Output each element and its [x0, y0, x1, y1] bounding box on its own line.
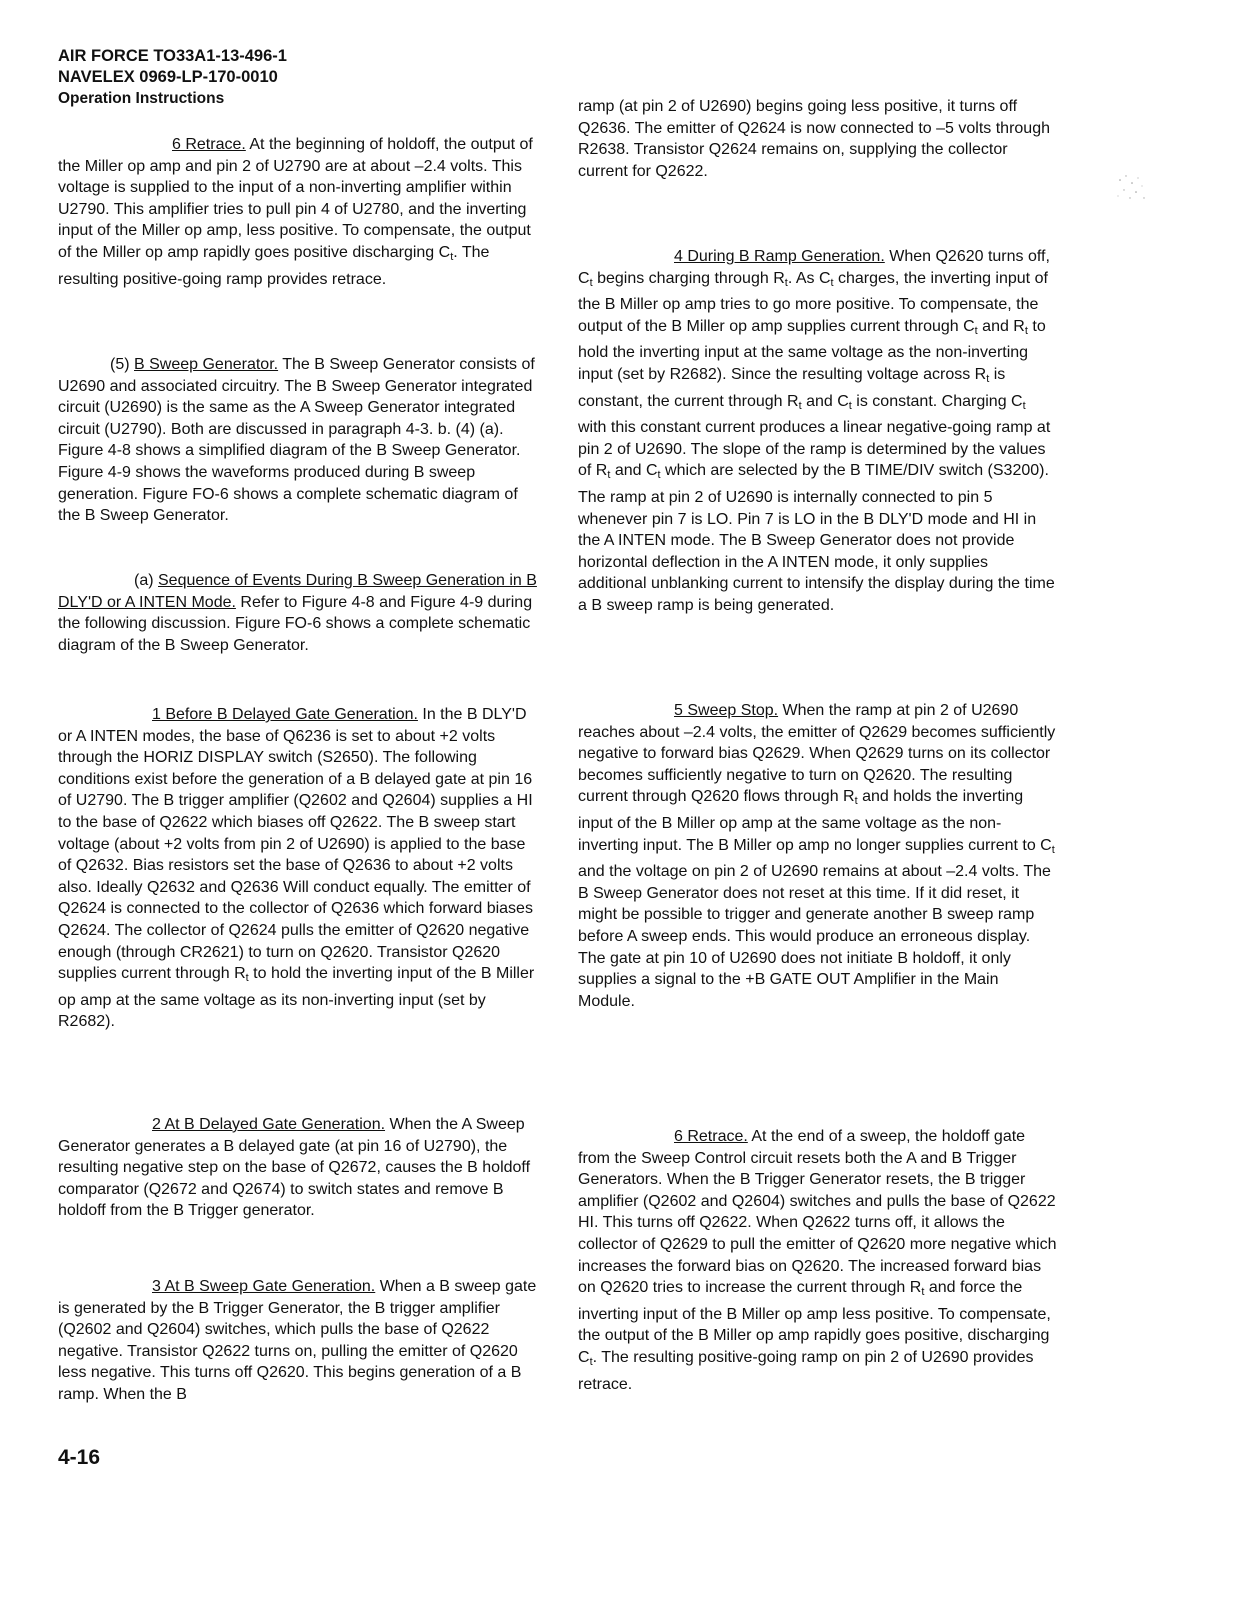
text: In the B DLY'D or A INTEN modes, the base of Q6236 is set to about +2 volts through the HORIZ DISPLAY switch (S2650). The following conditions exist before the generation of a B delayed gate at pin 16 of U2790. The B trigger amplifier (Q2602 and Q2604) supplies a HI to the base of Q2622 which biases off Q2622. The B sweep start voltage (about +2 volts from pin 2 of U2690) is applied to the base of Q2632. Bias resistors set the base of Q2636 to about +2 volts also. Ideally Q2632 and Q2636 Will conduct equally. The emitter of Q2624 is connected to the collector of Q2636 which forward biases Q2624. The collector of Q2624 pulls the emitter of Q2620 negative enough (through CR2621) to turn on Q2620. Transistor Q2620 supplies current through R	[58, 706, 533, 983]
text: with this constant current produces a linear negative-going ramp at pin 2 of U2690. The slope of the ramp is determined by the values of R	[578, 419, 1051, 480]
subscript: t	[589, 1355, 593, 1368]
text: and C	[801, 392, 849, 410]
subscript: t	[974, 324, 978, 337]
subscript: t	[830, 276, 834, 289]
heading-during-b-ramp: 4 During B Ramp Generation.	[674, 248, 885, 265]
paragraph-sequence-of-events	[58, 570, 538, 656]
subscript: t	[1024, 324, 1028, 337]
text: ramp (at pin 2 of U2690) begins going less positive, it turns off Q2636. The emitter of Q2624 is now connected to –5 volts through R2638. Transistor Q2624 remains on, supplying the collector current for Q2622.	[578, 98, 1050, 180]
heading-sweep-stop: 5 Sweep Stop.	[674, 702, 779, 719]
subscript: t	[657, 469, 661, 482]
heading-at-b-delayed-gate: 2 At B Delayed Gate Generation.	[152, 1116, 386, 1133]
subscript: t	[784, 276, 788, 289]
subscript: t	[854, 795, 858, 808]
paragraph-during-b-ramp	[578, 246, 1058, 617]
subscript: t	[798, 399, 802, 412]
text: . The resulting positive-going ramp on pin 2 of U2690 provides retrace.	[578, 1348, 1034, 1393]
paragraph-before-b-delayed-gate	[58, 704, 538, 1033]
paragraph-at-b-sweep-gate	[58, 1276, 538, 1406]
subscript: t	[1051, 843, 1055, 856]
heading-retrace: 6 Retrace.	[172, 136, 246, 153]
paragraph-b-sweep-generator	[58, 354, 538, 527]
text: When a B sweep gate is generated by the B Trigger Generator, the B trigger amplifier (Q2602 and Q2604) switches, which pulls the base of Q2622 negative. Transistor Q2622 turns on, pulling the emitter of Q2620 less negative. This turns off Q2620. This begins generation of a B ramp. When the B	[58, 1278, 537, 1403]
text: which are selected by the B TIME/DIV switch (S3200). The ramp at pin 2 of U2690 is internally connected to pin 5 whenever pin 7 is LO. Pin 7 is LO in the B DLY'D mode and HI in the A INTEN mode. The B Sweep Generator does not provide horizontal deflection in the A INTEN mode, it only supplies additional unblanking current to intensify the display during the time a B sweep ramp is being generated.	[578, 462, 1055, 614]
page-number: 4-16	[58, 1446, 101, 1469]
text: and R	[977, 317, 1025, 335]
text: to hold the inverting input of the B Miller op amp at the same voltage as its non-inverting input (set by R2682).	[58, 965, 535, 1031]
heading-before-b-delayed-gate: 1 Before B Delayed Gate Generation.	[152, 706, 418, 723]
paragraph-retrace-a	[58, 134, 538, 290]
text: When Q2620 turns off, C	[578, 248, 1050, 287]
text: When the ramp at pin 2 of U2690 reaches about –2.4 volts, the emitter of Q2629 becomes sufficiently negative to forward bias Q2629. When Q2629 turns on its collector becomes sufficiently negative to turn on Q2620. The resulting current through Q2620 flows through R	[578, 702, 1056, 806]
header-line-1: AIR FORCE TO33A1-13-496-1	[58, 47, 287, 65]
text: charges, the inverting input of the B Miller op amp tries to go more positive. To compensate, the output of the B Miller op amp supplies current through C	[578, 269, 1048, 335]
text: to hold the inverting input at the same voltage as the non-inverting input (set by R2682). Since the resulting voltage across R	[578, 317, 1046, 383]
subscript: t	[589, 276, 593, 289]
header-line-3: Operation Instructions	[58, 90, 225, 107]
text: and C	[610, 462, 658, 480]
paragraph-number: (a)	[134, 572, 158, 589]
text: . The resulting positive-going ramp provides retrace.	[58, 243, 490, 288]
heading-sequence-of-events: Sequence of Events During B Sweep Generation in B DLY'D or A INTEN Mode.	[58, 572, 537, 611]
text: Refer to Figure 4-8 and Figure 4-9 during the following discussion. Figure FO-6 shows a complete schematic diagram of the B Sweep Generator.	[58, 593, 533, 654]
document-header	[58, 46, 287, 109]
paragraph-number: (5)	[110, 356, 134, 373]
subscript: t	[986, 372, 990, 385]
text: is constant. Charging C	[851, 392, 1023, 410]
paragraph-sweep-stop	[578, 700, 1058, 1012]
text: At the end of a sweep, the holdoff gate from the Sweep Control circuit resets both the A and B Trigger Generators. When the B Trigger Generator resets, the B trigger amplifier (Q2602 and Q2604) switches and pulls the base of Q2622 HI. This turns off Q2622. When Q2622 turns off, it allows the collector of Q2629 to pull the emitter of Q2620 more negative which increases the forward bias on Q2620. The increased forward bias on Q2620 tries to increase the current through R	[578, 1128, 1057, 1297]
text: The B Sweep Generator consists of U2690 and associated circuitry. The B Sweep Generator integrated circuit (U2690) is the same as the A Sweep Generator integrated circuit (U2790). Both are discussed in paragraph 4-3. b. (4) (a). Figure 4-8 shows a simplified diagram of the B Sweep Generator. Figure 4-9 shows the waveforms produced during B sweep generation. Figure FO-6 shows a complete schematic diagram of the B Sweep Generator.	[58, 356, 535, 525]
subscript: t	[848, 399, 852, 412]
text: and force the inverting input of the B Miller op amp less positive. To compensate, the output of the B Miller op amp rapidly goes positive, discharging C	[578, 1279, 1051, 1366]
text: is constant, the current through R	[578, 365, 1006, 410]
subscript: t	[607, 469, 611, 482]
text: . As C	[787, 269, 831, 287]
text: At the beginning of holdoff, the output of the Miller op amp and pin 2 of U2790 are at about –2.4 volts. This voltage is supplied to the input of a non-inverting amplifier within U2790. This amplifier tries to pull pin 4 of U2780, and the inverting input of the Miller op amp, less positive. To compensate, the output of the Miller op amp rapidly goes positive discharging C	[58, 136, 533, 261]
text: When the A Sweep Generator generates a B delayed gate (at pin 16 of U2790), the resulting negative step on the base of Q2672, causes the B holdoff comparator (Q2672 and Q2674) to switch states and remove B holdoff from the B Trigger generator.	[58, 1116, 531, 1220]
header-line-2: NAVELEX 0969-LP-170-0010	[58, 68, 278, 86]
paragraph-at-b-delayed-gate	[58, 1114, 538, 1222]
subscript: t	[921, 1286, 925, 1299]
heading-at-b-sweep-gate: 3 At B Sweep Gate Generation.	[152, 1278, 376, 1295]
scan-speckle-mark	[1112, 168, 1152, 208]
heading-retrace-b: 6 Retrace.	[674, 1128, 748, 1145]
paragraph-retrace-b	[578, 1126, 1058, 1395]
text: begins charging through R	[592, 269, 785, 287]
heading-b-sweep-generator: B Sweep Generator.	[134, 356, 279, 373]
subscript: t	[450, 250, 454, 263]
paragraph-ramp-continuation	[578, 96, 1058, 182]
subscript: t	[1022, 399, 1026, 412]
text: and holds the inverting input of the B Miller op amp at the same voltage as the non-inverting input. The B Miller op amp no longer supplies current to C	[578, 788, 1052, 854]
subscript: t	[245, 972, 249, 985]
text: and the voltage on pin 2 of U2690 remains at about –2.4 volts. The B Sweep Generator does not reset at this time. If it did reset, it might be possible to trigger and generate another B sweep ramp before A sweep ends. This would produce an erroneous display. The gate at pin 10 of U2690 does not initiate B holdoff, it only supplies a signal to the +B GATE OUT Amplifier in the Main Module.	[578, 863, 1051, 1010]
